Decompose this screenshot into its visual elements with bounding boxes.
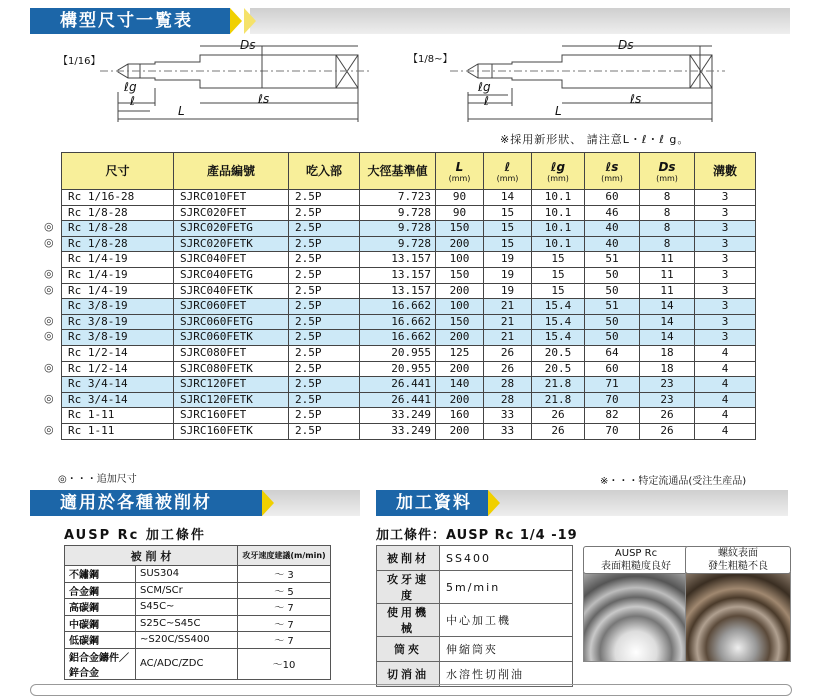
cell-dia: 20.955: [360, 345, 436, 361]
cell-flutes: 3: [695, 314, 756, 330]
table-row: [62, 361, 756, 377]
table-row: [62, 299, 756, 315]
cell-l: 14: [484, 190, 532, 206]
materials-cell-speed: ～ 7: [238, 632, 331, 649]
cell-l: 28: [484, 392, 532, 408]
cell-chamfer: 2.5P: [289, 252, 360, 268]
materials-cell-ex: AC/ADC/ZDC: [136, 648, 238, 679]
cell-size: Rc 3/8-19: [62, 330, 174, 346]
cell-size: Rc 3/8-19: [62, 314, 174, 330]
dim-l-left: ℓ: [130, 94, 135, 108]
rough-surface-caption: 螺紋表面 發生粗糙不良: [685, 546, 791, 574]
cell-ls: 50: [585, 314, 640, 330]
cell-dia: 9.728: [360, 221, 436, 237]
cell-lg: 26: [532, 423, 585, 439]
cell-dia: 13.157: [360, 267, 436, 283]
cell-flutes: 3: [695, 221, 756, 237]
cell-dia: 9.728: [360, 205, 436, 221]
dim-lg-right: ℓg: [478, 80, 491, 94]
dim-Ds-right: Ds: [618, 38, 634, 52]
cell-ls: 60: [585, 190, 640, 206]
materials-cell-speed: ～ 3: [238, 566, 331, 583]
materials-row: [65, 599, 331, 616]
cell-l: 33: [484, 408, 532, 424]
cell-dia: 33.249: [360, 423, 436, 439]
cell-flutes: 4: [695, 377, 756, 393]
materials-row: [65, 566, 331, 583]
cell-dia: 13.157: [360, 252, 436, 268]
cell-lg: 15.4: [532, 330, 585, 346]
cell-flutes: 4: [695, 392, 756, 408]
cell-chamfer: 2.5P: [289, 221, 360, 237]
materials-col-material: 被 削 材: [65, 546, 238, 566]
cell-Ds: 26: [640, 408, 695, 424]
cell-size: Rc 1/8-28: [62, 221, 174, 237]
materials-cell-cat: 不鏽鋼: [65, 566, 136, 583]
materials-row: [65, 582, 331, 599]
cell-part: SJRC040FET: [174, 252, 289, 268]
cell-chamfer: 2.5P: [289, 314, 360, 330]
cell-part: SJRC060FETG: [174, 314, 289, 330]
process-value: 伸縮筒夾: [440, 637, 573, 662]
cell-Ds: 11: [640, 267, 695, 283]
cell-chamfer: 2.5P: [289, 408, 360, 424]
cell-size: Rc 1/16-28: [62, 190, 174, 206]
diagram-right-label: 【1/8~】: [408, 54, 453, 65]
cell-ls: 60: [585, 361, 640, 377]
cell-ls: 70: [585, 423, 640, 439]
cell-l: 21: [484, 314, 532, 330]
process-key: 攻牙速度: [377, 571, 440, 604]
cell-lg: 21.8: [532, 377, 585, 393]
materials-row: [65, 615, 331, 632]
col-l: ℓ (mm): [484, 153, 532, 190]
cell-lg: 20.5: [532, 361, 585, 377]
cell-L: 200: [436, 236, 484, 252]
cell-flutes: 3: [695, 299, 756, 315]
table-row: [62, 345, 756, 361]
cell-part: SJRC040FETG: [174, 267, 289, 283]
cell-size: Rc 1/4-19: [62, 283, 174, 299]
cell-flutes: 3: [695, 205, 756, 221]
table-row: [62, 392, 756, 408]
cell-ls: 40: [585, 221, 640, 237]
process-row: [377, 637, 573, 662]
table-row: [62, 252, 756, 268]
cell-ls: 70: [585, 392, 640, 408]
legend-special: ※・・・特定流通品(受注生産品): [600, 476, 747, 487]
process-row: [377, 546, 573, 571]
cell-chamfer: 2.5P: [289, 345, 360, 361]
table-row: [62, 330, 756, 346]
table-row: [62, 267, 756, 283]
process-key: 被削材: [377, 546, 440, 571]
cell-size: Rc 1/8-28: [62, 205, 174, 221]
cell-ls: 64: [585, 345, 640, 361]
col-part-no: 產品編號: [174, 153, 289, 190]
cell-l: 15: [484, 205, 532, 221]
materials-band: [262, 490, 360, 516]
cell-l: 21: [484, 330, 532, 346]
cell-part: SJRC020FETG: [174, 221, 289, 237]
materials-cell-ex: SUS304: [136, 566, 238, 583]
cell-size: Rc 1/8-28: [62, 236, 174, 252]
cell-size: Rc 1/2-14: [62, 361, 174, 377]
cell-chamfer: 2.5P: [289, 267, 360, 283]
cell-lg: 15: [532, 252, 585, 268]
materials-cell-ex: S45C~: [136, 599, 238, 616]
table-header-row: [62, 153, 756, 190]
tap-dimension-diagram: [0, 30, 815, 140]
chevron-icon: [488, 490, 500, 516]
good-surface-caption: AUSP Rc 表面粗糙度良好: [583, 546, 689, 574]
materials-header: [30, 490, 262, 516]
cell-L: 200: [436, 361, 484, 377]
table-row: [62, 423, 756, 439]
cell-part: SJRC060FETK: [174, 330, 289, 346]
materials-cell-speed: ～ 7: [238, 615, 331, 632]
dim-ls-left: ℓs: [258, 92, 270, 106]
process-value: 5m/min: [440, 571, 573, 604]
materials-row: [65, 648, 331, 679]
materials-col-speed: 攻牙速度建議(m/min): [238, 546, 331, 566]
materials-cell-cat: 鋁合金鑄件／鋅合金: [65, 648, 136, 679]
added-size-mark: ◎: [44, 423, 54, 436]
added-size-mark: ◎: [44, 235, 54, 249]
cell-L: 150: [436, 314, 484, 330]
cell-Ds: 8: [640, 190, 695, 206]
materials-cell-cat: 高碳鋼: [65, 599, 136, 616]
materials-cell-ex: SCM/SCr: [136, 582, 238, 599]
cell-size: Rc 1-11: [62, 408, 174, 424]
process-header: [376, 490, 488, 516]
process-table: [376, 545, 573, 687]
cell-L: 160: [436, 408, 484, 424]
cell-Ds: 11: [640, 252, 695, 268]
cell-l: 21: [484, 299, 532, 315]
cell-ls: 51: [585, 299, 640, 315]
cell-chamfer: 2.5P: [289, 190, 360, 206]
cell-l: 33: [484, 423, 532, 439]
cell-part: SJRC040FETK: [174, 283, 289, 299]
table-row: [62, 236, 756, 252]
cell-size: Rc 1/2-14: [62, 345, 174, 361]
section-title: 構型尺寸一覧表: [60, 11, 193, 31]
cell-Ds: 14: [640, 299, 695, 315]
dim-Ds-left: Ds: [240, 38, 256, 52]
legend-added: ◎・・・追加尺寸: [58, 474, 137, 485]
materials-cell-cat: 合金鋼: [65, 582, 136, 599]
table-row: [62, 221, 756, 237]
cell-dia: 16.662: [360, 314, 436, 330]
col-chamfer: 吃入部: [289, 153, 360, 190]
materials-subtitle: AUSP Rc 加工條件: [64, 528, 206, 543]
process-subtitle: 加工條件：AUSP Rc 1/4 -19: [376, 528, 578, 543]
materials-cell-speed: ～ 7: [238, 599, 331, 616]
cell-dia: 33.249: [360, 408, 436, 424]
added-size-mark: ◎: [44, 360, 54, 374]
cell-Ds: 8: [640, 205, 695, 221]
added-size-mark: ◎: [44, 313, 54, 327]
added-size-mark: ◎: [44, 282, 54, 296]
process-value: 水溶性切削油: [440, 662, 573, 687]
cell-Ds: 23: [640, 377, 695, 393]
cell-lg: 10.1: [532, 190, 585, 206]
cell-l: 19: [484, 267, 532, 283]
cell-ls: 50: [585, 330, 640, 346]
cell-flutes: 4: [695, 423, 756, 439]
col-lg: ℓg (mm): [532, 153, 585, 190]
col-dia: 大徑基準値: [360, 153, 436, 190]
cell-ls: 51: [585, 252, 640, 268]
cell-L: 140: [436, 377, 484, 393]
process-row: [377, 662, 573, 687]
process-key: 筒夾: [377, 637, 440, 662]
cell-L: 100: [436, 252, 484, 268]
cell-chamfer: 2.5P: [289, 283, 360, 299]
cell-L: 200: [436, 283, 484, 299]
table-row: [62, 190, 756, 206]
cell-Ds: 11: [640, 283, 695, 299]
process-key: 使用機械: [377, 604, 440, 637]
cell-size: Rc 3/4-14: [62, 392, 174, 408]
cell-flutes: 3: [695, 267, 756, 283]
cell-flutes: 4: [695, 361, 756, 377]
cell-lg: 20.5: [532, 345, 585, 361]
cell-l: 19: [484, 252, 532, 268]
dim-L-left: L: [178, 104, 185, 118]
cell-chamfer: 2.5P: [289, 392, 360, 408]
dim-l-right: ℓ: [484, 94, 489, 108]
cell-dia: 7.723: [360, 190, 436, 206]
cell-chamfer: 2.5P: [289, 236, 360, 252]
cell-flutes: 4: [695, 345, 756, 361]
cell-ls: 50: [585, 267, 640, 283]
cell-flutes: 3: [695, 283, 756, 299]
process-value: 中心加工機: [440, 604, 573, 637]
added-size-mark: ◎: [44, 391, 54, 405]
cell-L: 90: [436, 205, 484, 221]
materials-cell-speed: ～10: [238, 648, 331, 679]
cell-chamfer: 2.5P: [289, 377, 360, 393]
cell-flutes: 3: [695, 236, 756, 252]
cell-Ds: 8: [640, 221, 695, 237]
cell-lg: 10.1: [532, 205, 585, 221]
cell-l: 15: [484, 221, 532, 237]
cell-dia: 26.441: [360, 377, 436, 393]
cell-dia: 16.662: [360, 330, 436, 346]
process-key: 切消油: [377, 662, 440, 687]
materials-table: [64, 545, 331, 680]
cell-flutes: 3: [695, 330, 756, 346]
table-row: [62, 377, 756, 393]
cell-part: SJRC160FETK: [174, 423, 289, 439]
cell-part: SJRC080FET: [174, 345, 289, 361]
cell-size: Rc 3/4-14: [62, 377, 174, 393]
cell-Ds: 14: [640, 314, 695, 330]
rough-surface-photo: [685, 572, 791, 662]
cell-part: SJRC020FETK: [174, 236, 289, 252]
materials-cell-speed: ～ 5: [238, 582, 331, 599]
col-flutes: 溝數: [695, 153, 756, 190]
cell-chamfer: 2.5P: [289, 361, 360, 377]
materials-cell-ex: S25C~S45C: [136, 615, 238, 632]
table-row: [62, 205, 756, 221]
cell-L: 100: [436, 299, 484, 315]
cell-Ds: 18: [640, 345, 695, 361]
cell-part: SJRC160FET: [174, 408, 289, 424]
cell-L: 150: [436, 221, 484, 237]
cell-dia: 20.955: [360, 361, 436, 377]
cell-l: 19: [484, 283, 532, 299]
cell-dia: 16.662: [360, 299, 436, 315]
cell-part: SJRC120FET: [174, 377, 289, 393]
cell-Ds: 8: [640, 236, 695, 252]
cell-L: 125: [436, 345, 484, 361]
cell-Ds: 18: [640, 361, 695, 377]
bottom-frame: [30, 684, 792, 696]
cell-part: SJRC080FETK: [174, 361, 289, 377]
col-ls: ℓs (mm): [585, 153, 640, 190]
cell-L: 150: [436, 267, 484, 283]
process-row: [377, 604, 573, 637]
added-size-mark: ◎: [44, 220, 54, 234]
cell-chamfer: 2.5P: [289, 205, 360, 221]
cell-ls: 82: [585, 408, 640, 424]
dim-L-right: L: [555, 104, 562, 118]
process-row: [377, 571, 573, 604]
cell-size: Rc 1/4-19: [62, 267, 174, 283]
cell-L: 90: [436, 190, 484, 206]
cell-chamfer: 2.5P: [289, 330, 360, 346]
cell-part: SJRC120FETK: [174, 392, 289, 408]
dim-ls-right: ℓs: [630, 92, 642, 106]
table-row: [62, 408, 756, 424]
cell-lg: 10.1: [532, 236, 585, 252]
cell-chamfer: 2.5P: [289, 299, 360, 315]
col-Ds: Ds (mm): [640, 153, 695, 190]
dim-lg-left: ℓg: [124, 80, 137, 94]
process-title: 加工資料: [396, 493, 472, 513]
col-size: 尺寸: [62, 153, 174, 190]
cell-lg: 15.4: [532, 299, 585, 315]
cell-part: SJRC020FET: [174, 205, 289, 221]
cell-L: 200: [436, 330, 484, 346]
cell-lg: 15.4: [532, 314, 585, 330]
cell-lg: 21.8: [532, 392, 585, 408]
process-band: [488, 490, 788, 516]
materials-title: 適用於各種被削材: [60, 493, 212, 513]
cell-l: 15: [484, 236, 532, 252]
cell-size: Rc 1-11: [62, 423, 174, 439]
materials-cell-ex: ~S20C/SS400: [136, 632, 238, 649]
cell-lg: 26: [532, 408, 585, 424]
cell-ls: 50: [585, 283, 640, 299]
cell-dia: 13.157: [360, 283, 436, 299]
cell-chamfer: 2.5P: [289, 423, 360, 439]
cell-L: 200: [436, 392, 484, 408]
chevron-icon: [262, 490, 274, 516]
cell-l: 28: [484, 377, 532, 393]
cell-l: 26: [484, 361, 532, 377]
cell-lg: 15: [532, 267, 585, 283]
table-row: [62, 314, 756, 330]
cell-size: Rc 1/4-19: [62, 252, 174, 268]
shape-note: ※採用新形狀、 請注意L・ℓ・ℓ g。: [500, 133, 690, 146]
materials-cell-cat: 中碳鋼: [65, 615, 136, 632]
cell-lg: 15: [532, 283, 585, 299]
cell-Ds: 23: [640, 392, 695, 408]
materials-row: [65, 632, 331, 649]
cell-part: SJRC010FET: [174, 190, 289, 206]
cell-Ds: 26: [640, 423, 695, 439]
col-L: L (mm): [436, 153, 484, 190]
cell-Ds: 14: [640, 330, 695, 346]
added-size-mark: ◎: [44, 267, 54, 280]
process-value: SS400: [440, 546, 573, 571]
added-size-mark: ◎: [44, 329, 54, 343]
diagram-left-label: 【1/16】: [58, 56, 101, 67]
cell-L: 200: [436, 423, 484, 439]
cell-flutes: 3: [695, 252, 756, 268]
cell-ls: 71: [585, 377, 640, 393]
table-row: [62, 283, 756, 299]
materials-cell-cat: 低碳鋼: [65, 632, 136, 649]
cell-size: Rc 3/8-19: [62, 299, 174, 315]
cell-lg: 10.1: [532, 221, 585, 237]
cell-l: 26: [484, 345, 532, 361]
cell-ls: 40: [585, 236, 640, 252]
dimension-table: [61, 152, 756, 440]
cell-ls: 46: [585, 205, 640, 221]
cell-flutes: 4: [695, 408, 756, 424]
cell-dia: 26.441: [360, 392, 436, 408]
cell-part: SJRC060FET: [174, 299, 289, 315]
cell-flutes: 3: [695, 190, 756, 206]
cell-dia: 9.728: [360, 236, 436, 252]
good-surface-photo: [583, 572, 689, 662]
